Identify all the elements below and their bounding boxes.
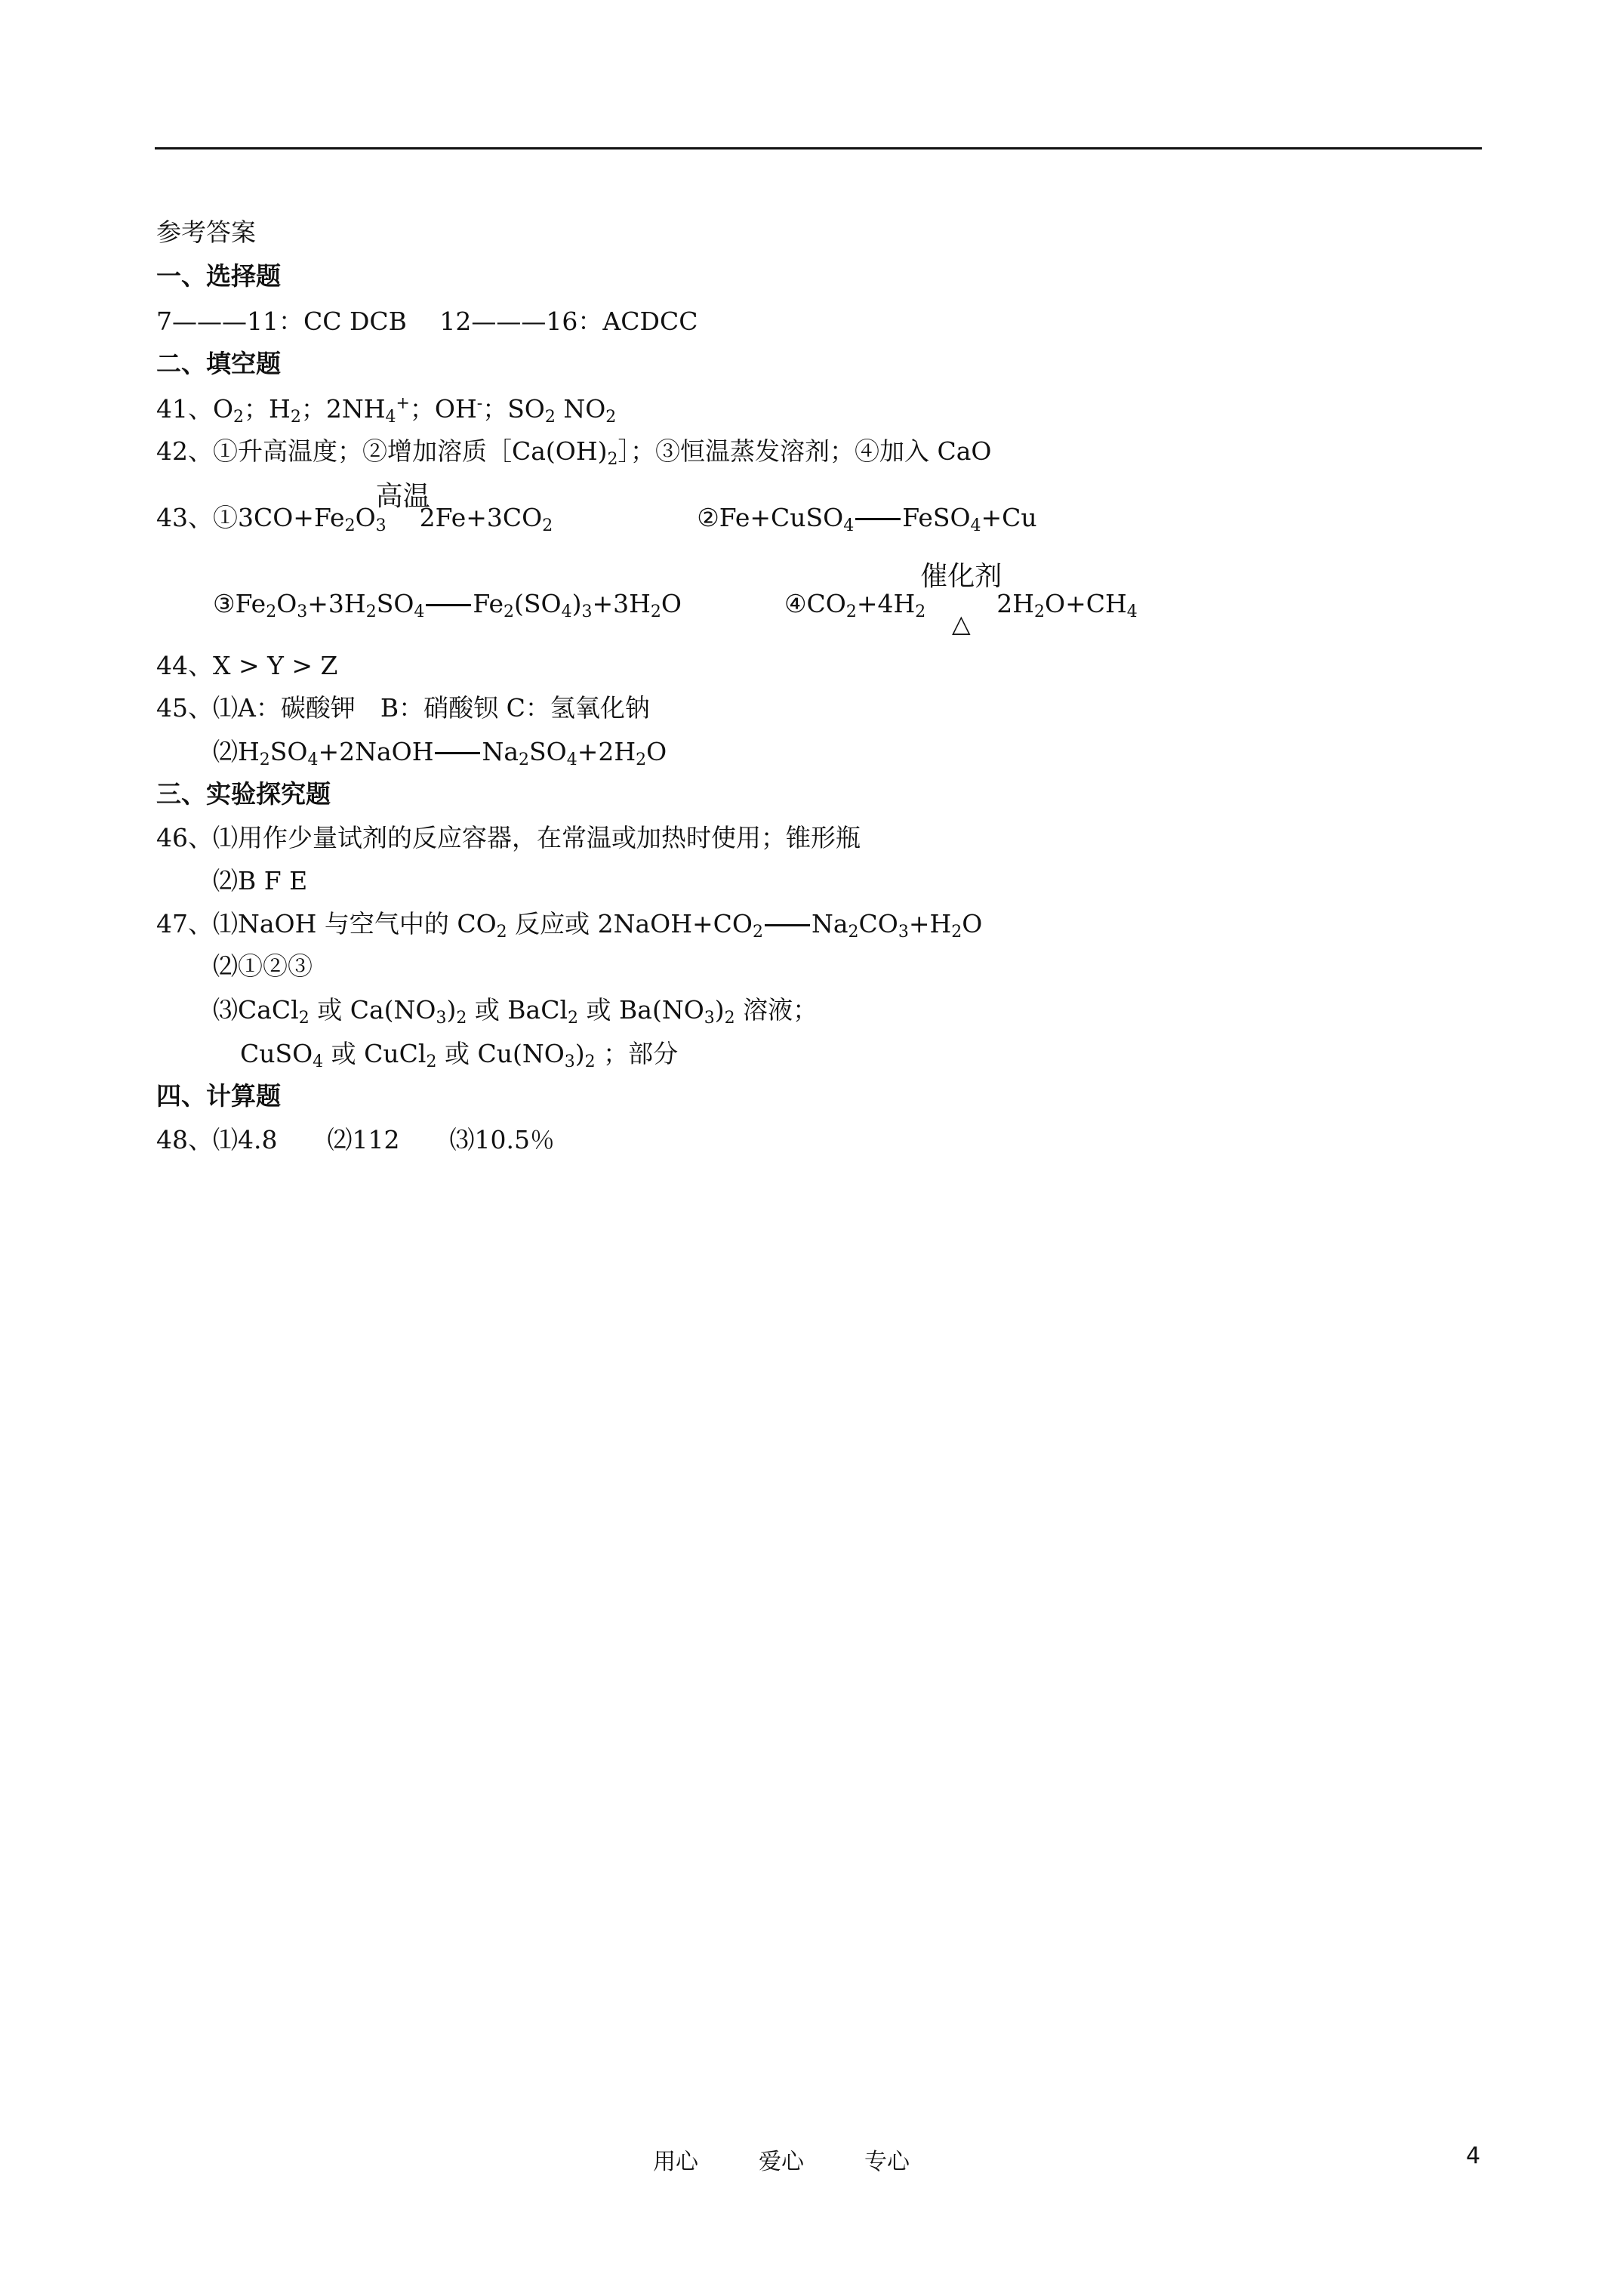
section-heading-experiment: 三、实验探究题 (156, 779, 331, 809)
answer-multiple-choice: 7———11：CC DCB 12———16：ACDCC (156, 307, 698, 336)
section-heading-fill: 二、填空题 (156, 349, 281, 378)
footer-motto (653, 2143, 970, 2176)
answer-41: 41、$O_2$；$H_2$；$2NH_4^+$；OH-；$SO_2$ $NO_2$ (156, 394, 617, 427)
footer-word: 专心 (864, 2149, 910, 2175)
reaction-condition-high-temp: 高温 (375, 481, 430, 512)
answer-45-part2: $⑵H_2SO_4+2NaOH$ $Na_2SO_4+2H_2O$ (213, 737, 667, 769)
answer-42: 42、①升高温度；②增加溶质$[Ca(OH)_2]$；③恒温蒸发溶剂；④加入 CaO (156, 436, 992, 469)
page-number: 4 (1466, 2143, 1481, 2169)
answer-43-row1: 43、$①3CO+Fe_2O_3$ 高温 $2Fe+3CO_2$ ②Fe+CuSO$_4$ FeSO$_4$+Cu (156, 481, 1037, 535)
reaction-condition-catalyst-heat: 催化剂 △ (920, 561, 1002, 638)
reaction-arrow (426, 590, 471, 621)
reaction-arrow (435, 738, 480, 769)
answer-45-part1: 45、⑴A：碳酸钾 B：硝酸钡 C：氢氧化钠 (156, 693, 650, 723)
answer-47-part1: 47、⑴NaOH 与空气中的 $CO_2$ 反应或 $2NaOH+CO_2$ $Na_2CO_3+H_2O$ (156, 909, 983, 942)
answer-title: 参考答案 (156, 217, 256, 247)
section-heading-calculation: 四、计算题 (156, 1081, 281, 1111)
footer-word: 用心 (653, 2149, 698, 2175)
answer-44: 44、X > Y > Z (156, 651, 338, 680)
answer-47-part3: ⑶CaCl$_2$ 或 $Ca(NO_3)_2$ 或 BaCl$_2$ 或 $Ba(NO_3)_2$ 溶液； (213, 995, 818, 1028)
section-heading-choice: 一、选择题 (156, 261, 281, 291)
reaction-arrow (855, 504, 901, 535)
answer-48: 48、⑴4.8 ⑵112 ⑶10.5％ (156, 1125, 555, 1154)
answer-47-part2: ⑵①②③ (213, 951, 313, 981)
answer-47-part3-cont: CuSO$_4$ 或 CuCl$_2$ 或 $Cu(NO_3)_2$ ；部分 (240, 1039, 679, 1071)
footer-word: 爱心 (759, 2149, 804, 2175)
answer-43-row2: $③Fe_2O_3+3H_2SO_4$ $Fe_2(SO_4)_3+3H_2O$ $④CO_2+4H_2$ 催化剂 △ $2H_2O+CH_4$ (213, 561, 1138, 638)
answer-46-part2: ⑵B F E (213, 866, 308, 895)
answer-46-part1: 46、⑴用作少量试剂的反应容器，在常温或加热时使用；锥形瓶 (156, 823, 861, 852)
header-rule (155, 147, 1482, 149)
reaction-arrow (765, 911, 810, 941)
